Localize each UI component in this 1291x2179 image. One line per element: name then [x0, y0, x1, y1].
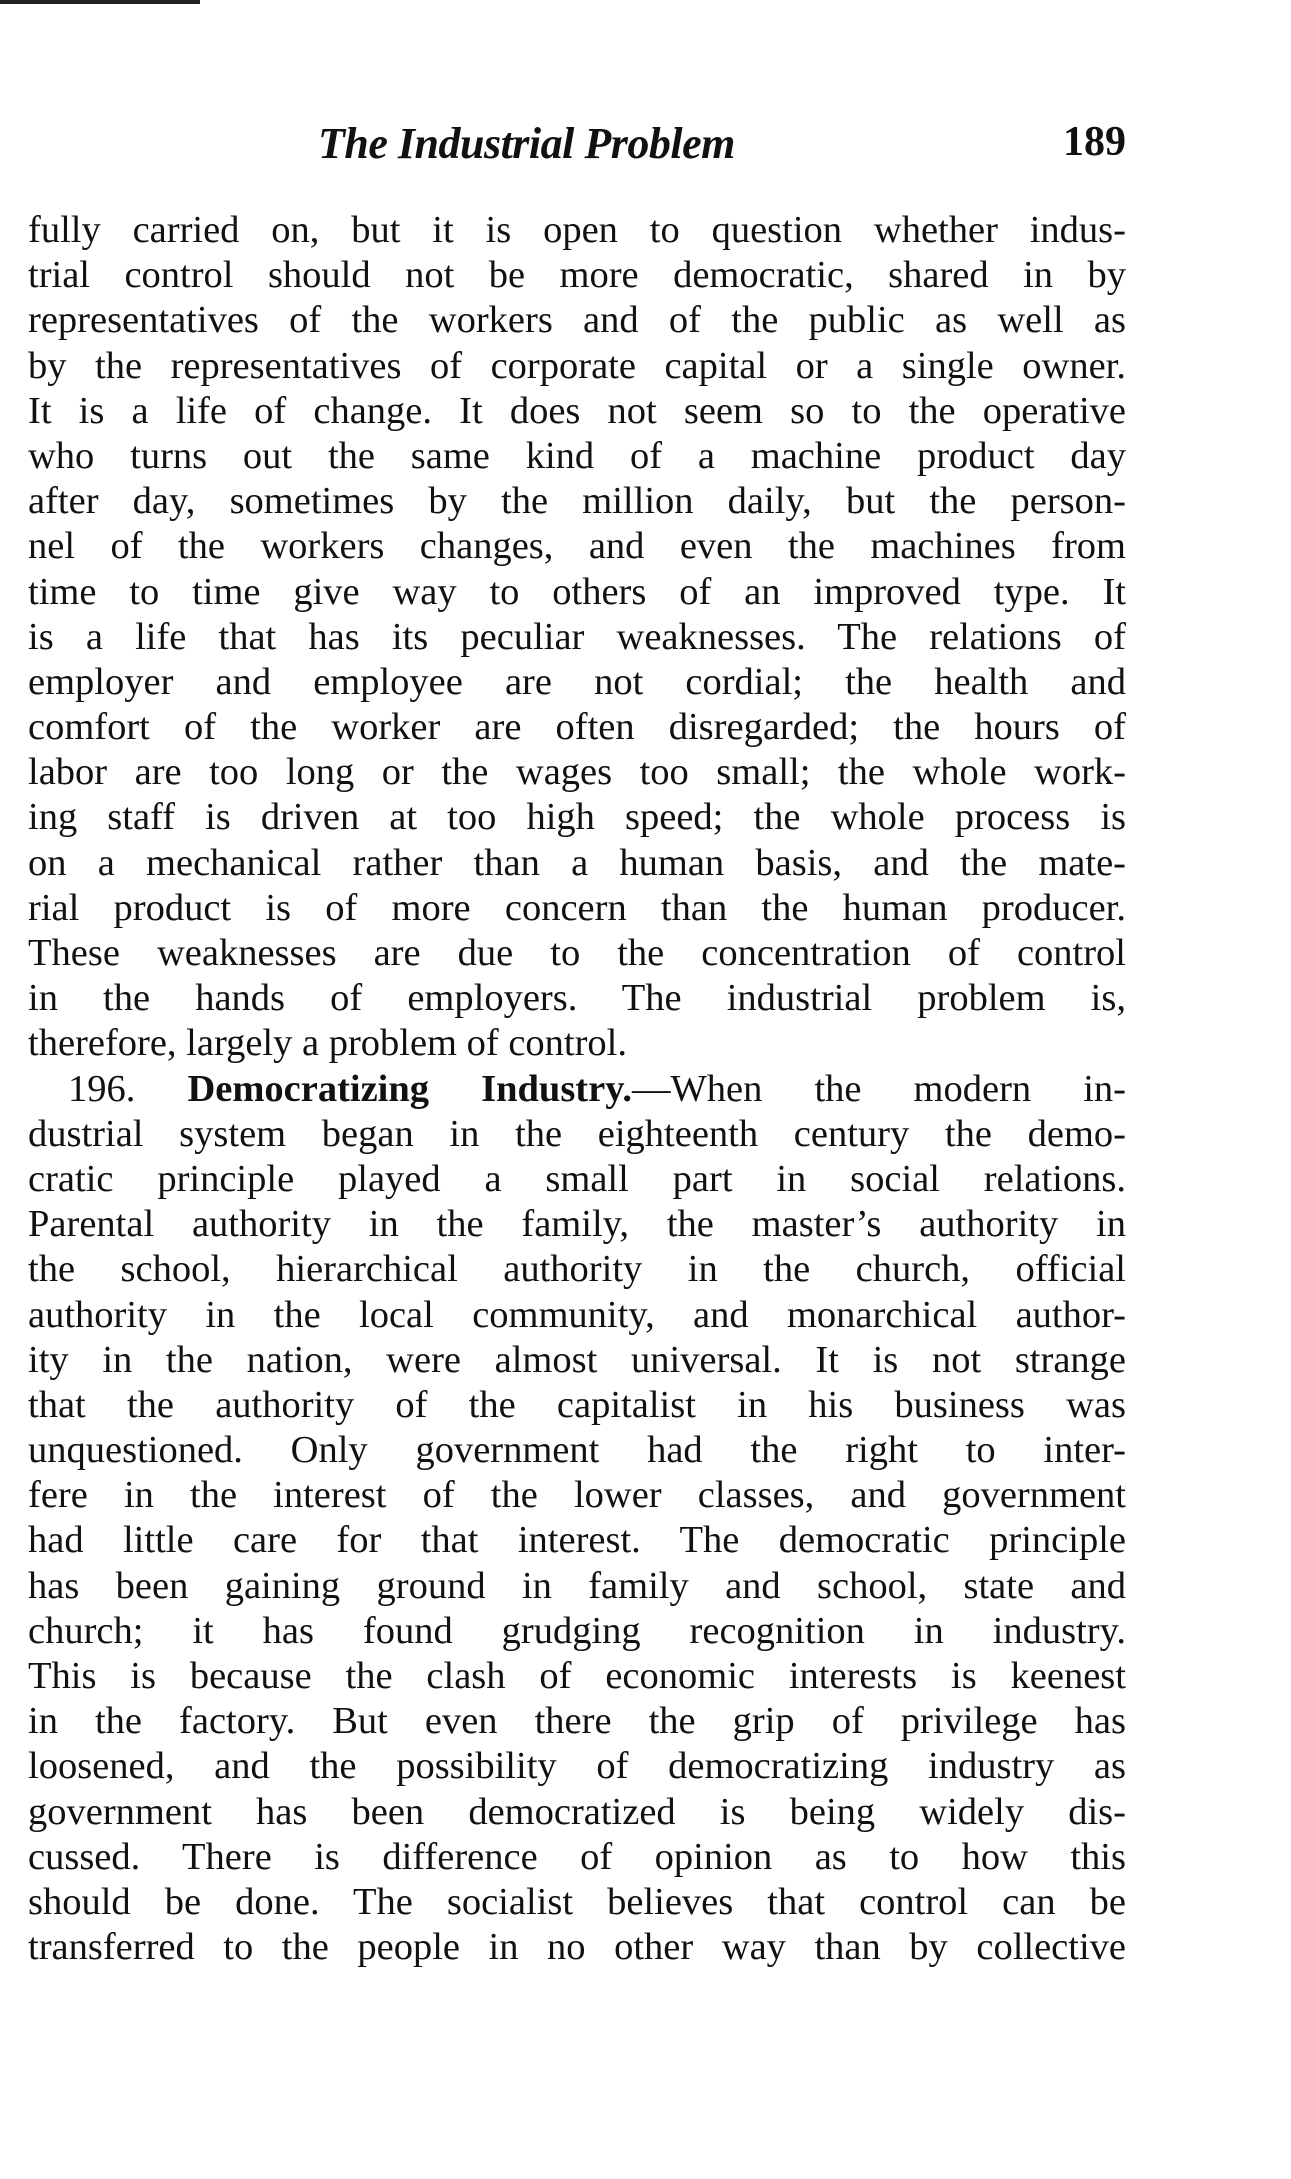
text-line: rial product is of more concern than the human producer. [28, 886, 1126, 929]
text-line: Parental authority in the family, the master’s authority in [28, 1203, 1126, 1246]
text-line: These weaknesses are due to the concentration of control [28, 932, 1126, 974]
text-line: on a mechanical rather than a human basis, and the mate- [28, 841, 1126, 884]
text-line: trial control should not be more democratic, shared in by [28, 254, 1126, 297]
text-line: time to time give way to others of an improved type. It [28, 570, 1126, 613]
paragraph [28, 1112, 1126, 1971]
text-line: the school, hierarchical authority in the church, official [28, 1248, 1126, 1291]
section-heading: Democratizing Industry. [187, 1067, 632, 1110]
page-number: 189 [1063, 119, 1126, 165]
text-line: comfort of the worker are often disregarded; the hours of [28, 706, 1126, 749]
text-line: that the authority of the capitalist in his business was [28, 1383, 1126, 1426]
text-line: loosened, and the possibility of democratizing industry as [28, 1745, 1126, 1788]
text-line: after day, sometimes by the million daily, but the person- [28, 480, 1126, 523]
text-line: authority in the local community, and monarchical author- [28, 1293, 1126, 1336]
text-line: is a life that has its peculiar weaknesses. The relations of [28, 615, 1126, 658]
text-line: church; it has found grudging recognition in industry. [28, 1609, 1126, 1652]
text-line: labor are too long or the wages too small; the whole work- [28, 751, 1126, 794]
text-line: transferred to the people in no other way than by collective [28, 1926, 1126, 1969]
text-line: government has been democratized is being widely dis- [28, 1790, 1126, 1833]
text-line: in the hands of employers. The industrial problem is, [28, 977, 1126, 1020]
text-line: representatives of the workers and of the public as well as [28, 299, 1126, 342]
text-line: cussed. There is difference of opinion as to how this [28, 1835, 1126, 1878]
text-line: It is a life of change. It does not seem so to the operative [28, 389, 1126, 432]
text-line: had little care for that interest. The democratic principle [28, 1519, 1126, 1562]
text-line: in the factory. But even there the grip of privilege has [28, 1700, 1126, 1743]
text-line: cratic principle played a small part in social relations. [28, 1157, 1126, 1200]
text-line: unquestioned. Only government had the right to inter- [28, 1429, 1126, 1472]
text-line: has been gaining ground in family and school, state and [28, 1564, 1126, 1607]
body-text [28, 208, 1126, 1970]
text-line: dustrial system began in the eighteenth century the demo- [28, 1112, 1126, 1155]
text-line: fully carried on, but it is open to question whether indus- [28, 209, 1126, 251]
text-line: by the representatives of corporate capital or a single owner. [28, 344, 1126, 387]
section-heading-line [28, 1067, 1126, 1112]
section-number: 196. [68, 1067, 136, 1110]
text-line: who turns out the same kind of a machine product day [28, 434, 1126, 477]
text-line: fere in the interest of the lower classes, and government [28, 1474, 1126, 1517]
text-line: employer and employee are not cordial; the health and [28, 660, 1126, 703]
text-line: should be done. The socialist believes that control can be [28, 1880, 1126, 1923]
text-line: nel of the workers changes, and even the machines from [28, 525, 1126, 568]
text-line: This is because the clash of economic interests is keenest [28, 1655, 1126, 1697]
text-line: ing staff is driven at too high speed; the whole process is [28, 796, 1126, 839]
text-line: ity in the nation, were almost universal. It is not strange [28, 1338, 1126, 1381]
text-line: —When the modern in- [631, 1067, 1126, 1110]
scan-edge-mark [0, 0, 200, 4]
running-title: The Industrial Problem [318, 119, 735, 168]
paragraph [28, 208, 1126, 1067]
page-header [28, 118, 1126, 174]
text-line: therefore, largely a problem of control. [28, 1022, 628, 1065]
